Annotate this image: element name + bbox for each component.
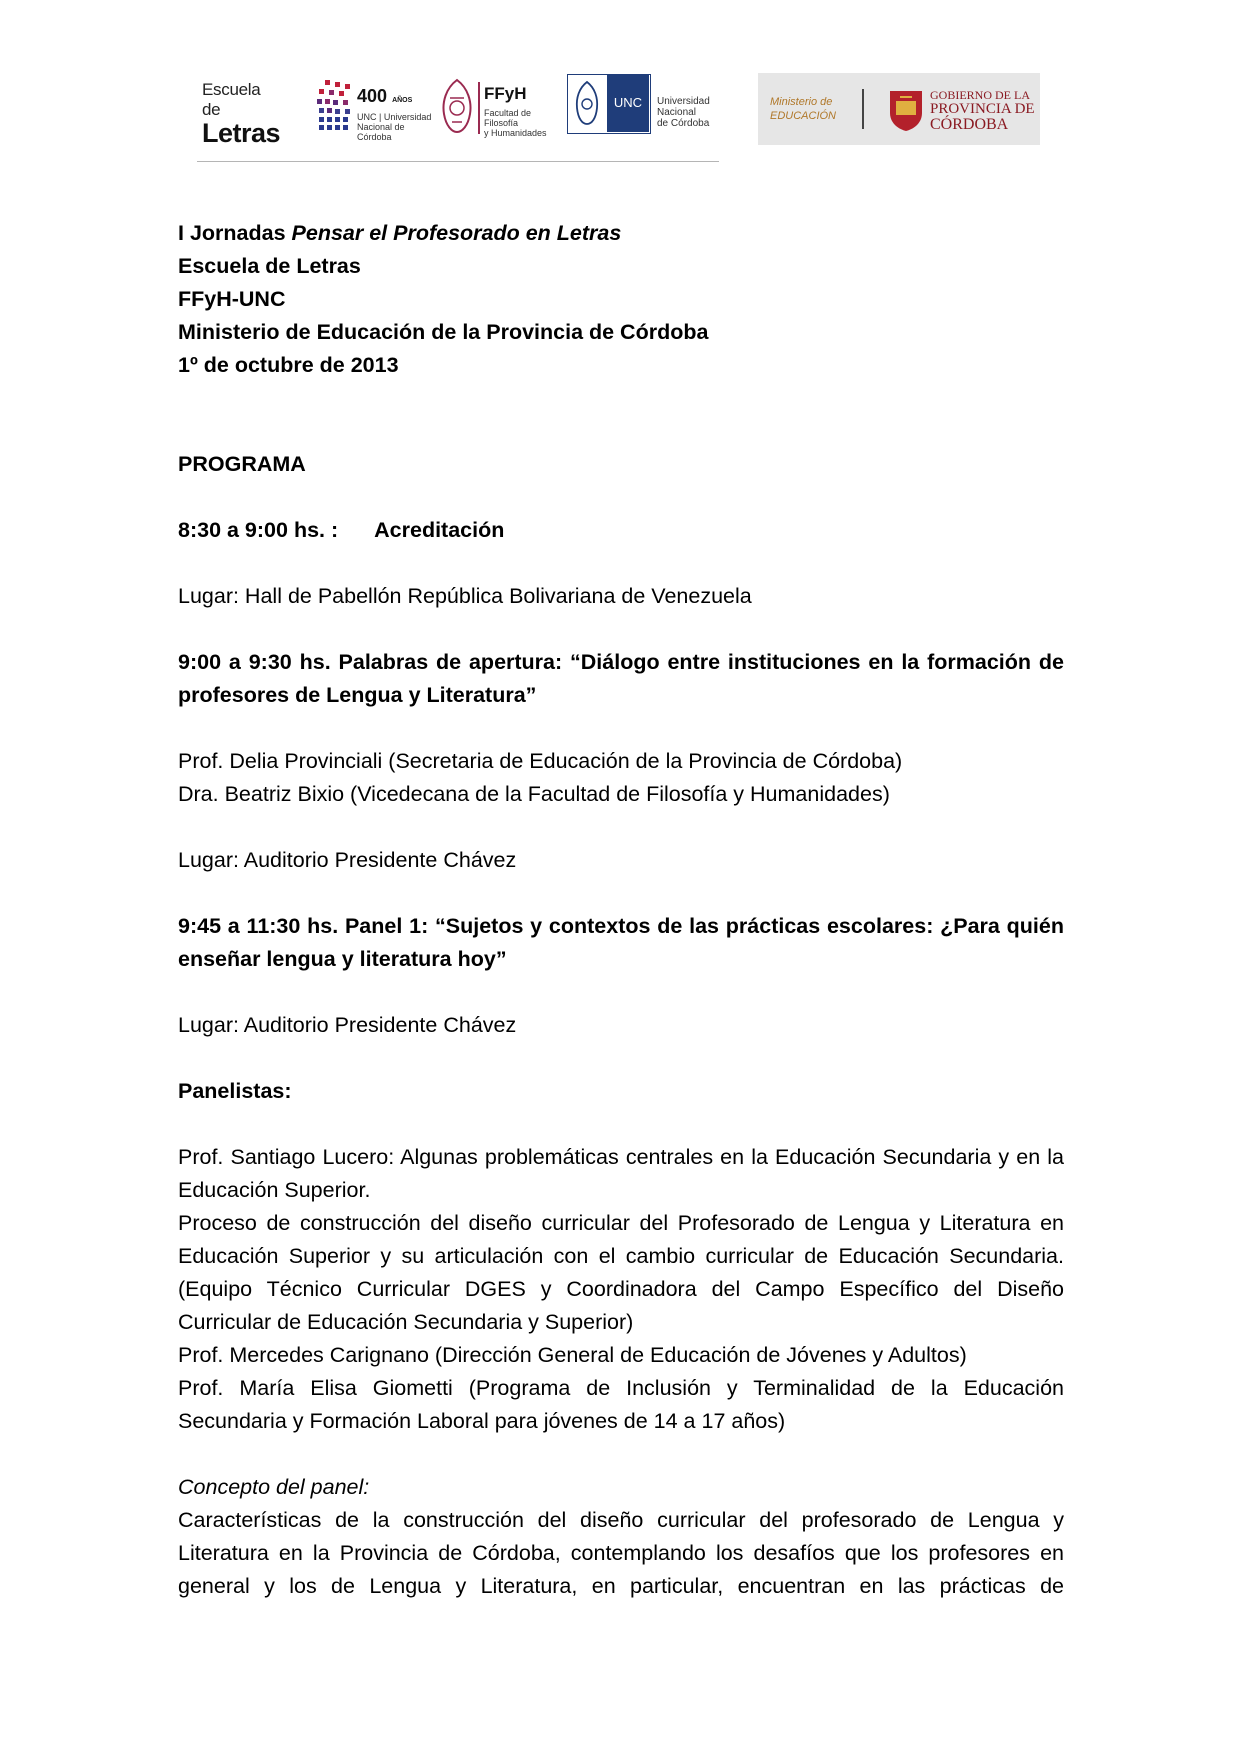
ministerio-line: Ministerio de Educación de la Provincia de Córdoba — [178, 320, 709, 344]
apertura-title: 9:00 a 9:30 hs. Palabras de apertura: “Diálogo entre instituciones en la formación de profesores de Lengua y Literatura” — [178, 650, 1064, 707]
escuela-de-letras-logo — [202, 80, 281, 148]
ffyh-logo — [440, 76, 555, 138]
acreditacion-time: 8:30 a 9:00 hs. : — [178, 518, 339, 542]
unc-400-caption2: Nacional de Córdoba — [357, 122, 405, 142]
unc-logo — [567, 74, 710, 136]
panelista-giometti: Prof. María Elisa Giometti (Programa de Inclusión y Terminalidad de la Educación Secundaria y Formación Laboral para jóvenes de 14 a 17 años) — [178, 1376, 1064, 1433]
panelistas-heading: Panelistas: — [178, 1079, 292, 1103]
concepto-text: Características de la construcción del diseño curricular del profesorado de Lengua y Literatura en la Provincia de Córdoba, contemplando los desafíos que los profesores en general y los de Lengua y Literatura, en particular, encuentran en las prácticas de — [178, 1508, 1064, 1598]
cordoba-shield-icon — [888, 87, 924, 131]
panelista-proceso: Proceso de construcción del diseño curricular del Profesorado de Lengua y Literatura en Educación Superior y su articulación con el cambio curricular de Educación Secundaria. (Equipo Técnico Curricular DGES y Coordinadora del Campo Específico del Diseño Curricular de Educación Secundaria y Superior) — [178, 1211, 1064, 1334]
unc-caption1: Universidad — [657, 96, 710, 107]
unc-crest-icon — [573, 80, 601, 126]
apertura-lugar: Lugar: Auditorio Presidente Chávez — [178, 848, 517, 872]
unc-box-text: UNC — [607, 74, 649, 132]
escuela-line: Escuela de Letras — [178, 254, 361, 278]
apertura-speaker-2: Dra. Beatriz Bixio (Vicedecana de la Facultad de Filosofía y Humanidades) — [178, 782, 890, 806]
escuela-logo-line2: Letras — [202, 118, 281, 148]
ffyh-acronym: FFyH — [484, 84, 527, 103]
ministerio-caption2: EDUCACIÓN — [770, 110, 837, 122]
jornadas-prefix: I Jornadas — [178, 221, 292, 245]
panelista-carignano: Prof. Mercedes Carignano (Dirección General de Educación de Jóvenes y Adultos) — [178, 1343, 967, 1367]
unc-caption3: de Córdoba — [657, 118, 710, 129]
unc-400-number: 400 — [357, 86, 388, 106]
unc-caption2: Nacional — [657, 107, 696, 118]
unc-400-caption1: UNC | Universidad — [357, 112, 432, 122]
acreditacion-label: Acreditación — [374, 518, 505, 542]
panelista-lucero: Prof. Santiago Lucero: Algunas problemáticas centrales en la Educación Secundaria y en la Educación Superior. — [178, 1145, 1064, 1202]
gobierno-cordoba-logo — [758, 73, 1040, 145]
unc-pixel-mark-icon — [317, 78, 353, 134]
programa-heading: PROGRAMA — [178, 452, 306, 476]
fecha-line: 1º de octubre de 2013 — [178, 353, 399, 377]
gobierno-line1: GOBIERNO DE LA — [930, 88, 1030, 102]
ffyh-line: FFyH-UNC — [178, 287, 286, 311]
acreditacion-line — [178, 514, 1064, 547]
panel1-title: 9:45 a 11:30 hs. Panel 1: “Sujetos y contextos de las prácticas escolares: ¿Para quién enseñar lengua y literatura hoy” — [178, 914, 1064, 971]
panel1-lugar: Lugar: Auditorio Presidente Chávez — [178, 1013, 517, 1037]
gobierno-line2: PROVINCIA DE — [930, 101, 1035, 117]
acreditacion-lugar: Lugar: Hall de Pabellón República Bolivariana de Venezuela — [178, 584, 752, 608]
unc-400-anos: AÑOS — [392, 97, 413, 104]
jornadas-italic: Pensar el Profesorado en Letras — [291, 221, 622, 245]
ffyh-caption2: y Humanidades — [484, 128, 547, 138]
gobierno-line3: CÓRDOBA — [930, 116, 1009, 133]
program-document — [178, 217, 1064, 1603]
header-divider — [197, 161, 719, 162]
apertura-speaker-1: Prof. Delia Provinciali (Secretaria de Educación de la Provincia de Córdoba) — [178, 749, 903, 773]
concepto-heading: Concepto del panel: — [178, 1475, 370, 1499]
unc-400-anos-logo — [317, 76, 432, 142]
ffyh-caption1: Facultad de Filosofía — [484, 108, 532, 128]
ministerio-caption1: Ministerio de — [770, 96, 833, 108]
ffyh-crest-icon — [440, 78, 474, 134]
jornadas-title — [178, 217, 1064, 250]
escuela-logo-line1: Escuela de — [202, 80, 261, 119]
